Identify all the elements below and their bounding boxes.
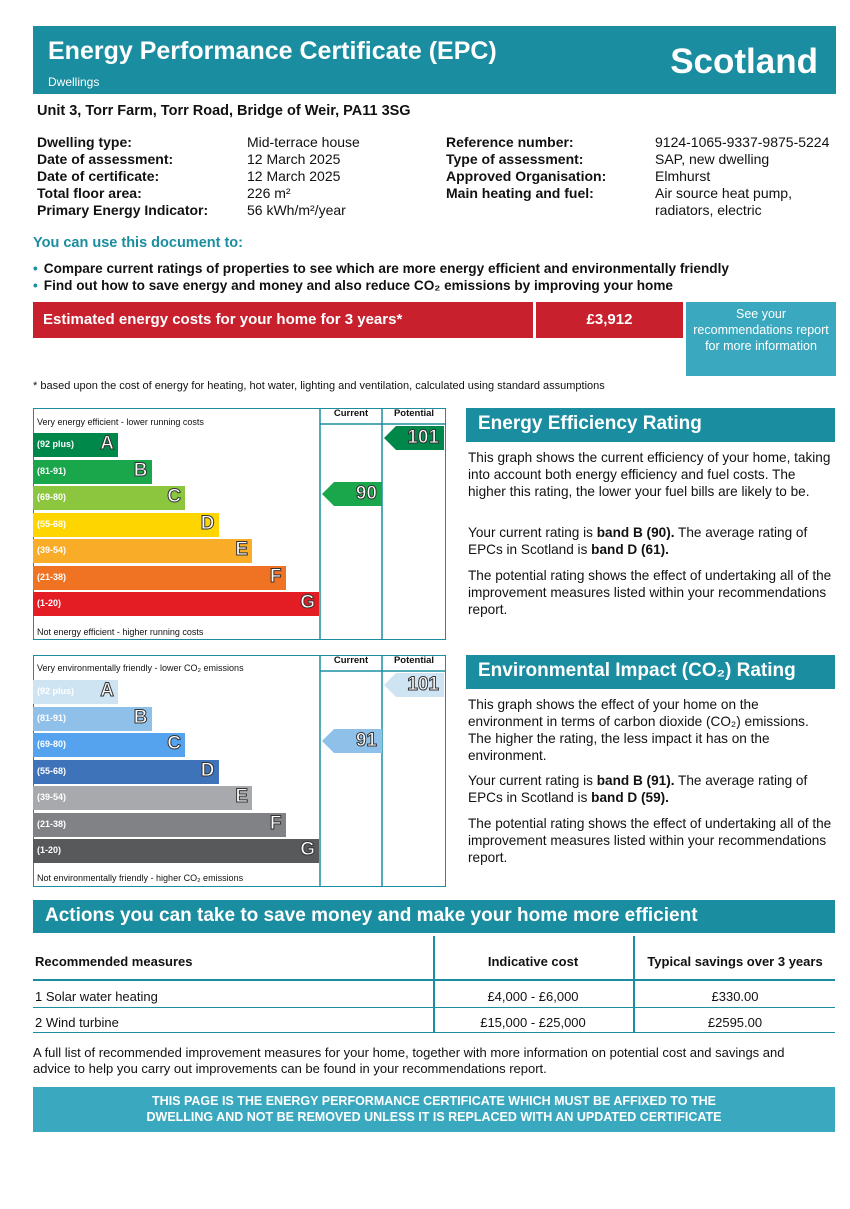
band-range: (81-91) — [37, 465, 67, 476]
see-recommendations-box: See your recommendations report for more information — [686, 302, 836, 376]
cost-footnote: * based upon the cost of energy for heating, hot water, lighting and ventilation, calculated using standard assumptions — [33, 380, 605, 392]
potential-rating-value: 101 — [407, 674, 439, 695]
band-range: (39-54) — [37, 545, 67, 555]
measure-cell: 2 Wind turbine — [35, 1015, 119, 1030]
potential-column-header: Potential — [393, 655, 435, 666]
chart-bottom-note: Not environmentally friendly - higher CO₂ emissions — [37, 873, 244, 883]
current-column-header: Current — [333, 655, 369, 666]
detail-value: 12 March 2025 — [247, 168, 341, 184]
band-b — [33, 707, 152, 731]
detail-label: Main heating and fuel: — [446, 185, 594, 201]
text-run: Your current rating is — [468, 773, 597, 788]
band-range: (1-20) — [37, 598, 62, 608]
band-letter: G — [300, 839, 315, 860]
band-range: (55-68) — [37, 765, 67, 776]
band-f — [33, 566, 286, 590]
cost-cell: £4,000 - £6,000 — [487, 989, 579, 1004]
band-range: (39-54) — [37, 792, 67, 802]
bullet-text: Compare current ratings of properties to see which are more energy efficient and environmentally friendly — [43, 261, 729, 276]
band-letter: C — [167, 486, 181, 507]
band-g — [33, 839, 319, 863]
band-range: (81-91) — [37, 712, 67, 723]
band-letter: B — [133, 706, 148, 728]
column-header-cost: Indicative cost — [487, 954, 579, 969]
energy-panel-paragraph-1: This graph shows the current efficiency of your home, taking into account both energy efficiency and fuel costs. The higher this rating, the lower your fuel bills are likely to be. — [468, 450, 831, 499]
country-label: Scotland — [670, 42, 818, 81]
bullet-item: • Find out how to save energy and money and also reduce CO₂ emissions by improving your home — [33, 278, 673, 293]
detail-value: Air source heat pump, — [655, 185, 792, 201]
detail-value: SAP, new dwelling — [655, 151, 770, 167]
energy-efficiency-heading: Energy Efficiency Rating — [466, 408, 835, 442]
bullet-item: • Compare current ratings of properties to see which are more energy efficient and environmentally friendly — [33, 261, 729, 276]
affix-notice-line: DWELLING AND NOT BE REMOVED UNLESS IT IS REPLACED WITH AN UPDATED CERTIFICATE — [146, 1110, 722, 1124]
current-rating-value: 91 — [355, 729, 377, 751]
band-c — [33, 486, 185, 510]
recommendations-table — [33, 936, 835, 1033]
env-panel-paragraph-3: The potential rating shows the effect of undertaking all of the improvement measures listed within your recommendations report. — [468, 816, 832, 865]
potential-rating-arrow — [384, 426, 444, 450]
energy-cost-label: Estimated energy costs for your home for 3 years* — [33, 302, 533, 338]
savings-cell: £2595.00 — [707, 1015, 763, 1030]
detail-value: 56 kWh/m²/year — [247, 202, 346, 218]
band-letter: G — [300, 592, 315, 613]
average-band-text: band D (59). — [591, 790, 669, 805]
potential-rating-arrow — [384, 673, 444, 697]
page-subtitle: Dwellings — [48, 75, 100, 89]
detail-label: Date of assessment: — [37, 151, 174, 167]
band-d — [33, 760, 219, 784]
band-letter: F — [269, 565, 282, 587]
detail-label: Approved Organisation: — [446, 168, 607, 184]
affix-notice-line: THIS PAGE IS THE ENERGY PERFORMANCE CERTIFICATE WHICH MUST BE AFFIXED TO THE — [152, 1094, 716, 1108]
band-range: (21-38) — [37, 571, 67, 582]
use-document-heading: You can use this document to: — [33, 235, 243, 251]
environmental-impact-heading: Environmental Impact (CO₂) Rating — [466, 655, 835, 689]
energy-panel-paragraph-3: The potential rating shows the effect of undertaking all of the improvement measures listed within your recommendations report. — [468, 568, 832, 617]
band-range: (55-68) — [37, 518, 67, 529]
bullet-text: Find out how to save energy and money and also reduce CO₂ emissions by improving your home — [43, 278, 673, 293]
band-letter: A — [100, 680, 114, 701]
current-column-header: Current — [333, 408, 369, 419]
detail-label: Primary Energy Indicator: — [37, 202, 209, 218]
current-band-text: band B (91). — [596, 773, 675, 788]
property-address: Unit 3, Torr Farm, Torr Road, Bridge of Weir, PA11 3SG — [37, 103, 411, 119]
detail-value: radiators, electric — [655, 202, 762, 218]
band-letter: E — [235, 786, 248, 807]
detail-label: Dwelling type: — [37, 134, 132, 150]
band-range: (69-80) — [37, 492, 67, 502]
detail-value: 226 m² — [247, 185, 291, 201]
band-b — [33, 460, 152, 484]
text-run: Your current rating is — [468, 525, 597, 540]
detail-value: 12 March 2025 — [247, 151, 341, 167]
band-a — [33, 433, 118, 457]
cost-cell: £15,000 - £25,000 — [480, 1015, 586, 1030]
band-range: (92 plus) — [37, 439, 75, 449]
actions-heading: Actions you can take to save money and make your home more efficient — [33, 900, 835, 933]
header-banner — [33, 26, 836, 94]
table-rule — [33, 1032, 835, 1033]
band-e — [33, 786, 252, 810]
column-header-savings: Typical savings over 3 years — [647, 954, 823, 969]
band-letter: E — [235, 539, 248, 560]
chart-top-note: Very energy efficient - lower running costs — [37, 417, 204, 427]
detail-label: Date of certificate: — [37, 168, 160, 184]
text-run: The average rating of EPCs in Scotland is — [468, 773, 808, 805]
env-panel-paragraph-2 — [468, 772, 834, 806]
table-rule — [33, 1007, 835, 1008]
band-letter: A — [100, 433, 114, 454]
text-run: The average rating of EPCs in Scotland is — [468, 525, 808, 557]
current-rating-value: 90 — [355, 482, 377, 504]
table-rule — [33, 979, 835, 981]
band-g — [33, 592, 319, 616]
average-band-text: band D (61). — [591, 542, 669, 557]
chart-bottom-note: Not energy efficient - higher running costs — [37, 627, 204, 637]
measure-cell: 1 Solar water heating — [35, 989, 158, 1004]
column-header-measures: Recommended measures — [35, 954, 193, 969]
savings-cell: £330.00 — [711, 989, 759, 1004]
energy-cost-value: £3,912 — [536, 302, 683, 338]
detail-label: Reference number: — [446, 134, 574, 150]
current-band-text: band B (90). — [596, 525, 675, 540]
energy-panel-paragraph-2 — [468, 524, 834, 558]
band-c — [33, 733, 185, 757]
band-range: (69-80) — [37, 739, 67, 749]
band-range: (21-38) — [37, 818, 67, 829]
page-title: Energy Performance Certificate (EPC) — [48, 37, 497, 65]
energy-efficiency-chart — [33, 408, 446, 640]
potential-rating-value: 101 — [407, 427, 439, 448]
band-f — [33, 813, 286, 837]
band-a — [33, 680, 118, 704]
detail-value: Mid-terrace house — [247, 134, 360, 150]
band-letter: D — [200, 759, 215, 781]
full-list-note: A full list of recommended improvement measures for your home, together with more information on potential cost and savings and advice to help you carry out improvements can be found in your recommendations report. — [33, 1045, 785, 1076]
detail-value: 9124-1065-9337-9875-5224 — [655, 134, 830, 150]
band-letter: C — [167, 733, 181, 754]
detail-label: Total floor area: — [37, 185, 142, 201]
band-d — [33, 513, 219, 537]
env-panel-paragraph-1: This graph shows the effect of your home on the environment in terms of carbon dioxide (CO₂) emissions. The higher the rating, the less impact it has on the environment. — [468, 697, 809, 763]
current-rating-arrow — [322, 482, 382, 506]
environmental-impact-chart — [33, 655, 446, 887]
band-letter: D — [200, 512, 215, 534]
band-letter: F — [269, 812, 282, 834]
affix-notice-banner — [33, 1087, 835, 1132]
detail-label: Type of assessment: — [446, 151, 584, 167]
chart-top-note: Very environmentally friendly - lower CO₂ emissions — [37, 663, 244, 673]
current-rating-arrow — [322, 729, 382, 753]
band-range: (1-20) — [37, 845, 62, 855]
detail-value: Elmhurst — [655, 168, 711, 184]
band-letter: B — [133, 459, 148, 481]
potential-column-header: Potential — [393, 408, 435, 419]
band-e — [33, 539, 252, 563]
band-range: (92 plus) — [37, 686, 75, 696]
